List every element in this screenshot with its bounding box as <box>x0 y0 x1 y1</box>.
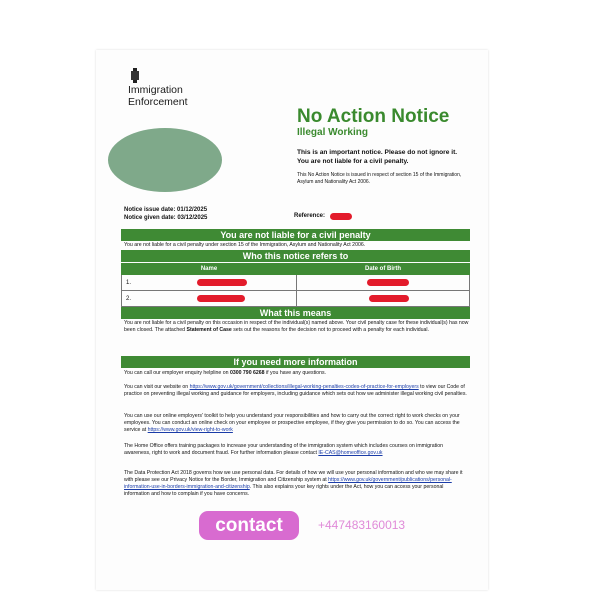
row-number: 2. <box>126 295 132 302</box>
logo <box>128 84 188 108</box>
issue-date: Notice issue date: 01/12/2025 <box>124 207 208 213</box>
reference-label: Reference: <box>294 213 326 219</box>
info-heading: If you need more information <box>121 356 470 368</box>
helpline-number: 0300 790 6268 <box>229 370 265 376</box>
name-redaction <box>197 279 247 286</box>
table-header-dob: Date of Birth <box>297 264 470 275</box>
name-redaction <box>197 295 245 302</box>
privacy-notice-link[interactable]: https://www.gov.uk/government/publications/personal-information-use-in-borders-immigration-and-citizenship <box>124 477 452 490</box>
refers-heading: Who this notice refers to <box>121 250 470 262</box>
reference-redaction <box>330 213 352 220</box>
helpline-text: You can call our employer enquiry helpline on 0300 790 6268 if you have any questions. <box>124 370 326 376</box>
important-line-2: You are not liable for a civil penalty. <box>297 158 409 165</box>
logo-line-1: Immigration <box>128 84 183 96</box>
means-text: You are not liable for a civil penalty on this occasion in respect of the individual(s) named above. Your civil penalty case for these individual(s) has now been closed. The attached Statement of Case sets out the reasons for the decision not to proceed with a penalty for each individual. <box>124 320 469 333</box>
page-subtitle: Illegal Working <box>297 127 368 138</box>
page-title: No Action Notice <box>297 106 450 127</box>
notice-dates <box>124 206 207 222</box>
table-row <box>122 291 470 307</box>
important-notice <box>297 148 477 166</box>
website-text: You can visit our website on https://www.gov.uk/government/collections/illegal-working-penalties-codes-of-practice-for-employers to view our Code of practice on preventing illegal working and guidance for employers, including guidance which sets out how we administer illegal working civil penalties. <box>124 384 467 397</box>
website-link[interactable]: https://www.gov.uk/government/collections/illegal-working-penalties-codes-of-practice-for-employers <box>189 384 419 390</box>
royal-crest-icon <box>130 68 140 84</box>
logo-line-2: Enforcement <box>128 96 188 108</box>
training-email-link[interactable]: IE-CAS@homeoffice.gov.uk <box>318 450 383 456</box>
table-header-name: Name <box>122 264 297 275</box>
people-table <box>121 263 470 307</box>
important-line-1: This is an important notice. Please do not ignore it. <box>297 149 458 156</box>
contact-phone: +447483160013 <box>318 518 406 532</box>
table-cell-name <box>122 291 297 307</box>
toolkit-link[interactable]: https://www.gov.uk/view-right-to-work <box>147 427 233 433</box>
table-row <box>122 275 470 291</box>
not-liable-heading: You are not liable for a civil penalty <box>121 229 470 241</box>
data-protection-text: The Data Protection Act 2018 governs how we use personal data. For details of how we will use your personal information and who we may share it with please see our Privacy Notice for the Border, Immigration and Citizenship system at https://www.gov.uk/government/publications/personal-information-use-in-borders-immigration-and-citizenship. This also explains your key rights under the Act, how you can access your personal information and how to complain if you have concerns. <box>124 470 463 497</box>
training-text: The Home Office offers training packages to increase your understanding of the immigration system which includes courses on immigration awareness, right to work and document fraud. For further information please contact IE-CAS@homeoffice.gov.uk <box>124 443 443 456</box>
table-cell-dob <box>297 275 470 291</box>
dob-redaction <box>367 279 409 286</box>
dob-redaction <box>369 295 409 302</box>
table-cell-dob <box>297 291 470 307</box>
issued-statement: This No Action Notice is issued in respect of section 15 of the Immigration, Asylum and Nationality Act 2006. <box>297 172 462 185</box>
contact-button[interactable]: contact <box>199 511 299 540</box>
not-liable-text: You are not liable for a civil penalty under section 15 of the Immigration, Asylum and Nationality Act 2006. <box>124 242 366 248</box>
table-cell-name <box>122 275 297 291</box>
given-date: Notice given date: 03/12/2025 <box>124 215 208 221</box>
means-heading: What this means <box>121 307 470 319</box>
row-number: 1. <box>126 279 132 286</box>
redacted-address-blur <box>108 128 222 192</box>
toolkit-text: You can use our online employers' toolkit to help you understand your responsibilities and how to carry out the correct right to work checks on your employees. You can conduct an online check on your employee or prospective employee, if they give you permission to do so. You can access the service at https://www.gov.uk/view-right-to-work <box>124 413 460 433</box>
